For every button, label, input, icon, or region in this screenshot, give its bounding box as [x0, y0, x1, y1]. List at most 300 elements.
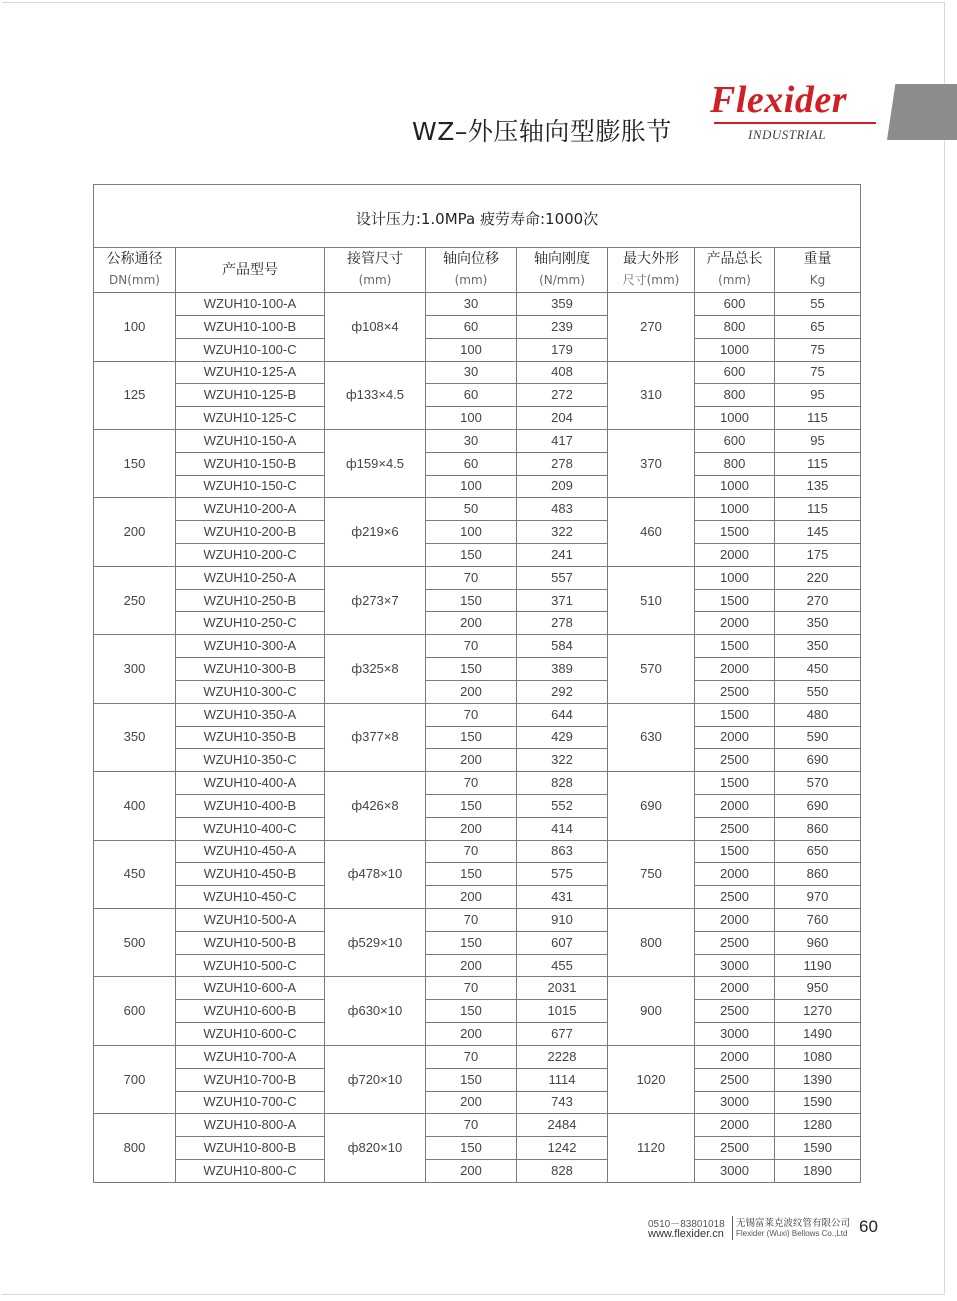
cell-axial-stiffness: 828 [517, 1159, 608, 1182]
cell-weight: 1190 [775, 954, 861, 977]
cell-model: WZUH10-150-C [176, 475, 325, 498]
cell-axial-stiffness: 359 [517, 293, 608, 316]
cell-weight: 950 [775, 977, 861, 1000]
table-row [94, 521, 861, 544]
cell-max-od: 570 [608, 635, 695, 703]
cell-total-length: 800 [695, 315, 775, 338]
cell-axial-displacement: 150 [426, 544, 517, 567]
cell-axial-stiffness: 1114 [517, 1068, 608, 1091]
header-stiff [517, 248, 608, 293]
page-border-top [2, 2, 945, 3]
page-title: WZ–外压轴向型膨胀节 [412, 117, 672, 146]
cell-pipe-size: ф273×7 [325, 566, 426, 634]
cell-axial-displacement: 200 [426, 749, 517, 772]
brand-name: Flexider [710, 79, 847, 121]
cell-total-length: 2500 [695, 817, 775, 840]
cell-axial-displacement: 30 [426, 293, 517, 316]
cell-axial-stiffness: 431 [517, 886, 608, 909]
cell-max-od: 690 [608, 772, 695, 840]
cell-total-length: 1500 [695, 703, 775, 726]
table-row [94, 338, 861, 361]
cell-total-length: 1500 [695, 589, 775, 612]
cell-axial-stiffness: 414 [517, 817, 608, 840]
cell-axial-displacement: 70 [426, 635, 517, 658]
cell-pipe-size: ф325×8 [325, 635, 426, 703]
cell-axial-displacement: 150 [426, 1068, 517, 1091]
cell-axial-displacement: 100 [426, 521, 517, 544]
cell-weight: 960 [775, 931, 861, 954]
table-row [94, 544, 861, 567]
cell-model: WZUH10-800-B [176, 1137, 325, 1160]
cell-axial-stiffness: 389 [517, 658, 608, 681]
cell-weight: 690 [775, 794, 861, 817]
cell-axial-stiffness: 239 [517, 315, 608, 338]
header-unit: 尺寸(mm) [622, 273, 680, 288]
cell-weight: 95 [775, 384, 861, 407]
cell-axial-displacement: 150 [426, 863, 517, 886]
cell-axial-stiffness: 204 [517, 407, 608, 430]
cell-axial-stiffness: 677 [517, 1023, 608, 1046]
table-row [94, 931, 861, 954]
table-row [94, 1091, 861, 1114]
cell-weight: 65 [775, 315, 861, 338]
cell-axial-displacement: 100 [426, 475, 517, 498]
cell-axial-displacement: 70 [426, 703, 517, 726]
table-row [94, 452, 861, 475]
table-row [94, 407, 861, 430]
footer-website: www.flexider.cn [648, 1228, 724, 1240]
cell-axial-stiffness: 1242 [517, 1137, 608, 1160]
cell-dn: 125 [94, 361, 176, 429]
header-unit: (mm) [358, 273, 392, 288]
cell-weight: 1590 [775, 1137, 861, 1160]
cell-dn: 300 [94, 635, 176, 703]
cell-dn: 800 [94, 1114, 176, 1183]
cell-axial-stiffness: 575 [517, 863, 608, 886]
cell-weight: 115 [775, 407, 861, 430]
cell-model: WZUH10-450-A [176, 840, 325, 863]
table-row [94, 772, 861, 795]
cell-total-length: 3000 [695, 1091, 775, 1114]
table-row [94, 293, 861, 316]
table-row [94, 612, 861, 635]
table-row [94, 1045, 861, 1068]
header-unit: (mm) [718, 273, 751, 288]
cell-axial-stiffness: 241 [517, 544, 608, 567]
cell-weight: 145 [775, 521, 861, 544]
table-row [94, 315, 861, 338]
cell-model: WZUH10-700-C [176, 1091, 325, 1114]
cell-axial-displacement: 200 [426, 886, 517, 909]
table-row [94, 589, 861, 612]
header-label: 公称通径 [106, 251, 163, 268]
cell-axial-stiffness: 2228 [517, 1045, 608, 1068]
cell-axial-displacement: 200 [426, 1091, 517, 1114]
cell-model: WZUH10-200-C [176, 544, 325, 567]
cell-weight: 1890 [775, 1159, 861, 1182]
cell-dn: 350 [94, 703, 176, 771]
cell-weight: 570 [775, 772, 861, 795]
cell-axial-displacement: 30 [426, 429, 517, 452]
cell-axial-displacement: 150 [426, 589, 517, 612]
cell-pipe-size: ф133×4.5 [325, 361, 426, 429]
footer-company-cn: 无锡富莱克波纹管有限公司 [736, 1218, 851, 1229]
cell-axial-stiffness: 557 [517, 566, 608, 589]
header-maxod [608, 248, 695, 293]
cell-weight: 175 [775, 544, 861, 567]
cell-model: WZUH10-350-C [176, 749, 325, 772]
cell-model: WZUH10-300-A [176, 635, 325, 658]
cell-total-length: 2000 [695, 909, 775, 932]
cell-pipe-size: ф478×10 [325, 840, 426, 908]
cell-model: WZUH10-125-B [176, 384, 325, 407]
header-label: 接管尺寸 [347, 251, 403, 268]
cell-axial-stiffness: 455 [517, 954, 608, 977]
cell-pipe-size: ф219×6 [325, 498, 426, 566]
cell-total-length: 2500 [695, 931, 775, 954]
cell-total-length: 1000 [695, 407, 775, 430]
table-row [94, 863, 861, 886]
cell-model: WZUH10-700-A [176, 1045, 325, 1068]
cell-axial-stiffness: 910 [517, 909, 608, 932]
cell-weight: 650 [775, 840, 861, 863]
table-row [94, 909, 861, 932]
cell-axial-stiffness: 607 [517, 931, 608, 954]
cell-axial-displacement: 200 [426, 1023, 517, 1046]
cell-total-length: 2500 [695, 1000, 775, 1023]
cell-axial-displacement: 60 [426, 384, 517, 407]
cell-axial-displacement: 100 [426, 407, 517, 430]
cell-total-length: 2500 [695, 1137, 775, 1160]
cell-total-length: 1000 [695, 338, 775, 361]
footer-separator [732, 1216, 733, 1240]
cell-weight: 1270 [775, 1000, 861, 1023]
cell-model: WZUH10-700-B [176, 1068, 325, 1091]
table-row [94, 498, 861, 521]
header-unit: (N/mm) [539, 273, 585, 288]
table-row [94, 361, 861, 384]
cell-total-length: 2500 [695, 1068, 775, 1091]
header-length [695, 248, 775, 293]
cell-axial-displacement: 60 [426, 452, 517, 475]
cell-weight: 135 [775, 475, 861, 498]
cell-model: WZUH10-500-A [176, 909, 325, 932]
header-weight [775, 248, 861, 293]
cell-total-length: 1500 [695, 840, 775, 863]
table-row [94, 1000, 861, 1023]
cell-axial-displacement: 70 [426, 566, 517, 589]
cell-weight: 75 [775, 361, 861, 384]
cell-weight: 75 [775, 338, 861, 361]
cell-model: WZUH10-450-B [176, 863, 325, 886]
cell-max-od: 900 [608, 977, 695, 1045]
cell-max-od: 1120 [608, 1114, 695, 1183]
cell-axial-displacement: 70 [426, 977, 517, 1000]
table-row [94, 475, 861, 498]
cell-axial-stiffness: 2031 [517, 977, 608, 1000]
header-model [176, 248, 325, 293]
cell-weight: 860 [775, 863, 861, 886]
cell-dn: 100 [94, 293, 176, 361]
cell-dn: 450 [94, 840, 176, 908]
table-header-row [94, 248, 861, 293]
cell-total-length: 1000 [695, 498, 775, 521]
table-row [94, 429, 861, 452]
cell-model: WZUH10-600-C [176, 1023, 325, 1046]
cell-model: WZUH10-250-B [176, 589, 325, 612]
table-row [94, 1159, 861, 1182]
cell-axial-displacement: 200 [426, 954, 517, 977]
cell-weight: 115 [775, 498, 861, 521]
cell-axial-stiffness: 483 [517, 498, 608, 521]
cell-dn: 700 [94, 1045, 176, 1113]
cell-axial-stiffness: 322 [517, 521, 608, 544]
cell-model: WZUH10-150-A [176, 429, 325, 452]
cell-total-length: 2000 [695, 726, 775, 749]
cell-model: WZUH10-600-A [176, 977, 325, 1000]
cell-total-length: 800 [695, 452, 775, 475]
cell-weight: 860 [775, 817, 861, 840]
cell-pipe-size: ф720×10 [325, 1045, 426, 1113]
cell-model: WZUH10-150-B [176, 452, 325, 475]
cell-weight: 350 [775, 635, 861, 658]
cell-dn: 250 [94, 566, 176, 634]
cell-axial-stiffness: 417 [517, 429, 608, 452]
cell-model: WZUH10-450-C [176, 886, 325, 909]
cell-pipe-size: ф820×10 [325, 1114, 426, 1183]
table-row [94, 794, 861, 817]
header-unit: DN(mm) [109, 273, 160, 288]
cell-axial-displacement: 200 [426, 612, 517, 635]
cell-max-od: 270 [608, 293, 695, 361]
cell-model: WZUH10-100-C [176, 338, 325, 361]
cell-axial-displacement: 30 [426, 361, 517, 384]
page-number: 60 [859, 1217, 878, 1236]
cell-weight: 1590 [775, 1091, 861, 1114]
cell-model: WZUH10-400-B [176, 794, 325, 817]
cell-weight: 690 [775, 749, 861, 772]
cell-weight: 95 [775, 429, 861, 452]
header-dn [94, 248, 176, 293]
cell-axial-stiffness: 408 [517, 361, 608, 384]
cell-model: WZUH10-250-C [176, 612, 325, 635]
cell-pipe-size: ф426×8 [325, 772, 426, 840]
cell-max-od: 310 [608, 361, 695, 429]
cell-model: WZUH10-400-A [176, 772, 325, 795]
header-disp [426, 248, 517, 293]
table-row [94, 566, 861, 589]
brand-underline [714, 122, 876, 124]
cell-weight: 550 [775, 680, 861, 703]
header-unit: (mm) [454, 273, 488, 288]
cell-dn: 150 [94, 429, 176, 497]
cell-total-length: 1500 [695, 635, 775, 658]
footer-phone: 0510－83801018 [648, 1219, 725, 1230]
table-row [94, 1023, 861, 1046]
cell-total-length: 2000 [695, 863, 775, 886]
table-row [94, 635, 861, 658]
design-conditions: 设计压力:1.0MPa 疲劳寿命:1000次 [94, 185, 861, 248]
cell-total-length: 2000 [695, 1114, 775, 1137]
cell-model: WZUH10-125-A [176, 361, 325, 384]
page-edge-tab [887, 84, 957, 140]
cell-model: WZUH10-400-C [176, 817, 325, 840]
cell-axial-displacement: 150 [426, 794, 517, 817]
cell-total-length: 600 [695, 429, 775, 452]
cell-pipe-size: ф159×4.5 [325, 429, 426, 497]
cell-total-length: 1000 [695, 475, 775, 498]
cell-axial-stiffness: 272 [517, 384, 608, 407]
header-label: 轴向位移 [443, 251, 499, 268]
table-row [94, 977, 861, 1000]
cell-pipe-size: ф377×8 [325, 703, 426, 771]
cell-total-length: 2000 [695, 1045, 775, 1068]
cell-axial-displacement: 200 [426, 1159, 517, 1182]
cell-axial-stiffness: 552 [517, 794, 608, 817]
cell-model: WZUH10-300-C [176, 680, 325, 703]
cell-model: WZUH10-800-A [176, 1114, 325, 1137]
cell-total-length: 2500 [695, 886, 775, 909]
cell-total-length: 2000 [695, 544, 775, 567]
cell-axial-stiffness: 371 [517, 589, 608, 612]
cell-axial-displacement: 200 [426, 680, 517, 703]
cell-weight: 970 [775, 886, 861, 909]
table-row [94, 384, 861, 407]
page-border-bottom [2, 1294, 945, 1295]
cell-total-length: 1500 [695, 772, 775, 795]
cell-axial-displacement: 60 [426, 315, 517, 338]
cell-weight: 220 [775, 566, 861, 589]
table-row [94, 1137, 861, 1160]
cell-max-od: 630 [608, 703, 695, 771]
table-row [94, 840, 861, 863]
cell-axial-displacement: 150 [426, 726, 517, 749]
cell-axial-displacement: 200 [426, 817, 517, 840]
cell-pipe-size: ф529×10 [325, 909, 426, 977]
cell-model: WZUH10-350-A [176, 703, 325, 726]
cell-weight: 1280 [775, 1114, 861, 1137]
cell-axial-stiffness: 209 [517, 475, 608, 498]
cell-dn: 200 [94, 498, 176, 566]
footer-company-en: Flexider (Wuxi) Bellows Co.,Ltd [736, 1229, 848, 1238]
cell-model: WZUH10-800-C [176, 1159, 325, 1182]
header-unit: Kg [809, 273, 826, 288]
table-row [94, 1114, 861, 1137]
cell-total-length: 2000 [695, 794, 775, 817]
cell-weight: 590 [775, 726, 861, 749]
table-row [94, 1068, 861, 1091]
cell-model: WZUH10-125-C [176, 407, 325, 430]
cell-weight: 1080 [775, 1045, 861, 1068]
cell-weight: 450 [775, 658, 861, 681]
cell-weight: 350 [775, 612, 861, 635]
cell-weight: 1490 [775, 1023, 861, 1046]
table-row [94, 703, 861, 726]
cell-max-od: 750 [608, 840, 695, 908]
brand-subtitle: INDUSTRIAL [748, 127, 826, 142]
spec-table [93, 184, 861, 1183]
table-row [94, 658, 861, 681]
table-row [94, 886, 861, 909]
page-border-right [944, 2, 945, 1294]
cell-axial-stiffness: 292 [517, 680, 608, 703]
cell-dn: 500 [94, 909, 176, 977]
header-label: 产品总长 [706, 251, 763, 268]
cell-weight: 760 [775, 909, 861, 932]
cell-axial-displacement: 70 [426, 772, 517, 795]
header-label: 产品型号 [222, 261, 278, 278]
cell-model: WZUH10-600-B [176, 1000, 325, 1023]
cell-model: WZUH10-250-A [176, 566, 325, 589]
table-row [94, 954, 861, 977]
cell-max-od: 510 [608, 566, 695, 634]
header-label: 最大外形 [623, 251, 679, 268]
cell-axial-displacement: 150 [426, 658, 517, 681]
cell-model: WZUH10-100-B [176, 315, 325, 338]
table-row [94, 817, 861, 840]
footer [648, 1215, 888, 1245]
cell-axial-displacement: 70 [426, 1114, 517, 1137]
cell-axial-displacement: 150 [426, 1000, 517, 1023]
cell-model: WZUH10-500-B [176, 931, 325, 954]
cell-max-od: 800 [608, 909, 695, 977]
cell-axial-displacement: 50 [426, 498, 517, 521]
table-row [94, 749, 861, 772]
cell-axial-stiffness: 278 [517, 452, 608, 475]
cell-pipe-size: ф630×10 [325, 977, 426, 1045]
cell-total-length: 2500 [695, 680, 775, 703]
table-row [94, 680, 861, 703]
cell-axial-stiffness: 1015 [517, 1000, 608, 1023]
cell-axial-stiffness: 429 [517, 726, 608, 749]
cell-total-length: 2500 [695, 749, 775, 772]
cell-axial-stiffness: 743 [517, 1091, 608, 1114]
brand-logo [710, 78, 878, 148]
cell-total-length: 3000 [695, 1159, 775, 1182]
cell-model: WZUH10-100-A [176, 293, 325, 316]
header-label: 轴向刚度 [534, 251, 590, 268]
cell-axial-stiffness: 863 [517, 840, 608, 863]
cell-pipe-size: ф108×4 [325, 293, 426, 361]
cell-total-length: 2000 [695, 658, 775, 681]
cell-total-length: 3000 [695, 954, 775, 977]
cell-axial-displacement: 70 [426, 909, 517, 932]
cell-axial-stiffness: 179 [517, 338, 608, 361]
cell-axial-stiffness: 2484 [517, 1114, 608, 1137]
cell-axial-stiffness: 828 [517, 772, 608, 795]
cell-model: WZUH10-200-A [176, 498, 325, 521]
cell-total-length: 1500 [695, 521, 775, 544]
cell-axial-stiffness: 322 [517, 749, 608, 772]
cell-weight: 480 [775, 703, 861, 726]
cell-total-length: 800 [695, 384, 775, 407]
cell-weight: 115 [775, 452, 861, 475]
cell-total-length: 2000 [695, 977, 775, 1000]
cell-model: WZUH10-300-B [176, 658, 325, 681]
cell-total-length: 600 [695, 361, 775, 384]
cell-max-od: 1020 [608, 1045, 695, 1113]
cell-axial-stiffness: 278 [517, 612, 608, 635]
cell-weight: 270 [775, 589, 861, 612]
cell-weight: 55 [775, 293, 861, 316]
cell-max-od: 460 [608, 498, 695, 566]
cell-axial-stiffness: 584 [517, 635, 608, 658]
header-label: 重量 [803, 251, 832, 268]
cell-total-length: 3000 [695, 1023, 775, 1046]
cell-model: WZUH10-500-C [176, 954, 325, 977]
cell-axial-displacement: 100 [426, 338, 517, 361]
table-row [94, 726, 861, 749]
